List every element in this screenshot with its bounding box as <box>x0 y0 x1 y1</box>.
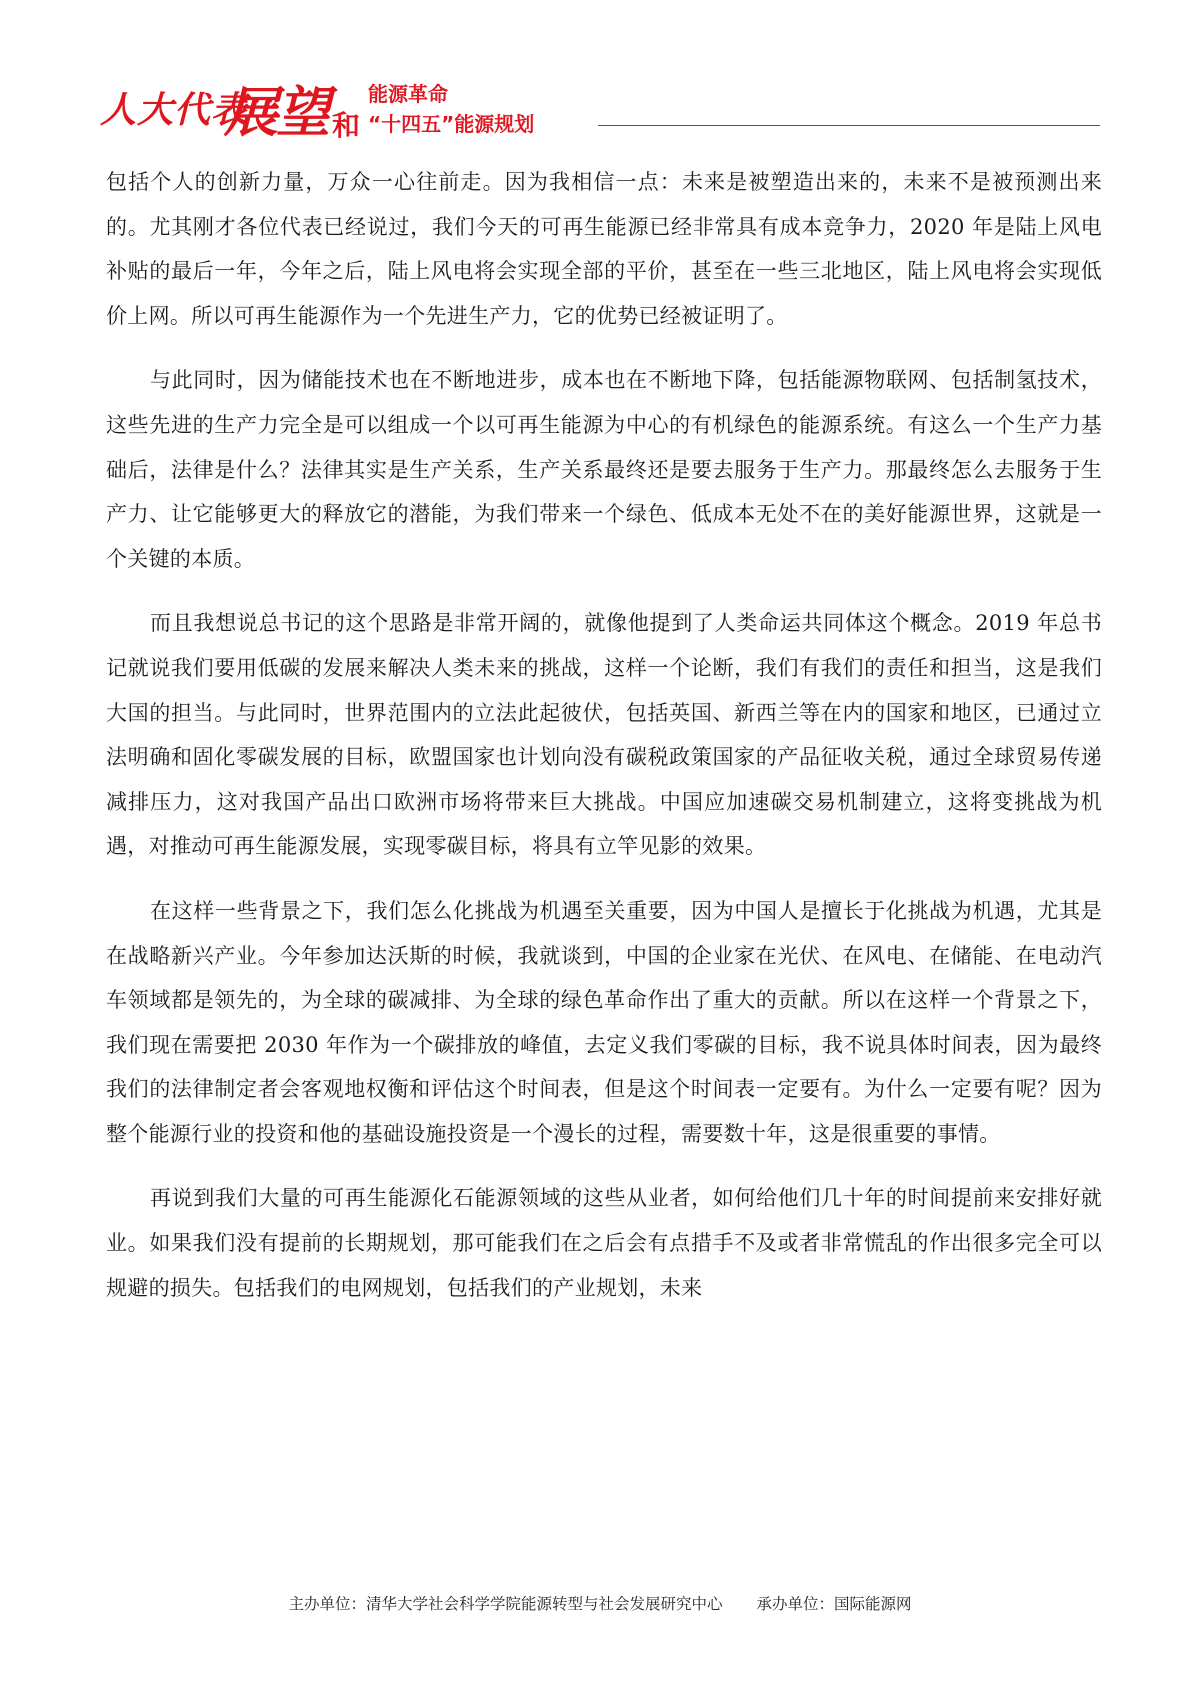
logo-text-line2: “十四五”能源规划 <box>368 112 535 136</box>
article-body <box>106 160 1102 1310</box>
paragraph: 在这样一些背景之下，我们怎么化挑战为机遇至关重要，因为中国人是擅长于化挑战为机遇，尤其是在战略新兴产业。今年参加达沃斯的时候，我就谈到，中国的企业家在光伏、在风电、在储能、在电动汽车领域都是领先的，为全球的碳减排、为全球的绿色革命作出了重大的贡献。所以在这样一个背景之下，我们现在需要把 2030 年作为一个碳排放的峰值，去定义我们零碳的目标，我不说具体时间表，因为最终我们的法律制定者会客观地权衡和评估这个时间表，但是这个时间表一定要有。为什么一定要有呢？因为整个能源行业的投资和他的基础设施投资是一个漫长的过程，需要数十年，这是很重要的事情。 <box>106 898 1102 1146</box>
paragraph: 而且我想说总书记的这个思路是非常开阔的，就像他提到了人类命运共同体这个概念。2019 年总书记就说我们要用低碳的发展来解决人类未来的挑战，这样一个论断，我们有我们的责任和担当，这是我们大国的担当。与此同时，世界范围内的立法此起彼伏，包括英国、新西兰等在内的国家和地区，已通过立法明确和固化零碳发展的目标，欧盟国家也计划向没有碳税政策国家的产品征收关税，通过全球贸易传递减排压力，这对我国产品出口欧洲市场将带来巨大挑战。中国应加速碳交易机制建立，这将变挑战为机遇，对推动可再生能源发展，实现零碳目标，将具有立竿见影的效果。 <box>106 611 1102 859</box>
paragraph: 再说到我们大量的可再生能源化石能源领域的这些从业者，如何给他们几十年的时间提前来安排好就业。如果我们没有提前的长期规划，那可能我们在之后会有点措手不及或者非常慌乱的作出很多完全可以规避的损失。包括我们的电网规划，包括我们的产业规划，未来 <box>106 1186 1102 1300</box>
footer-co-organizer: 承办单位：国际能源网 <box>756 1595 912 1613</box>
footer-organizer: 主办单位：清华大学社会科学学院能源转型与社会发展研究中心 <box>288 1595 723 1613</box>
header-divider <box>598 125 1100 126</box>
page-footer <box>0 1592 1200 1614</box>
logo-text-big: 展望 <box>224 80 328 144</box>
logo-text-he: 和 <box>332 109 361 142</box>
paragraph: 与此同时，因为储能技术也在不断地进步，成本也在不断地下降，包括能源物联网、包括制氢技术，这些先进的生产力完全是可以组成一个以可再生能源为中心的有机绿色的能源系统。有这么一个生产力基础后，法律是什么？法律其实是生产关系，生产关系最终还是要去服务于生产力。那最终怎么去服务于生产力、让它能够更大的释放它的潜能，为我们带来一个绿色、低成本无处不在的美好能源世界，这就是一个关键的本质。 <box>106 368 1102 571</box>
logo-text-line1: 能源革命 <box>368 82 448 106</box>
paragraph: 包括个人的创新力量，万众一心往前走。因为我相信一点：未来是被塑造出来的，未来不是被预测出来的。尤其刚才各位代表已经说过，我们今天的可再生能源已经非常具有成本竞争力，2020 年是陆上风电补贴的最后一年，今年之后，陆上风电将会实现全部的平价，甚至在一些三北地区，陆上风电将会实现低价上网。所以可再生能源作为一个先进生产力，它的优势已经被证明了。 <box>106 170 1102 328</box>
logo-text-main: 人大代表 <box>100 90 249 131</box>
page-header <box>100 68 1100 144</box>
